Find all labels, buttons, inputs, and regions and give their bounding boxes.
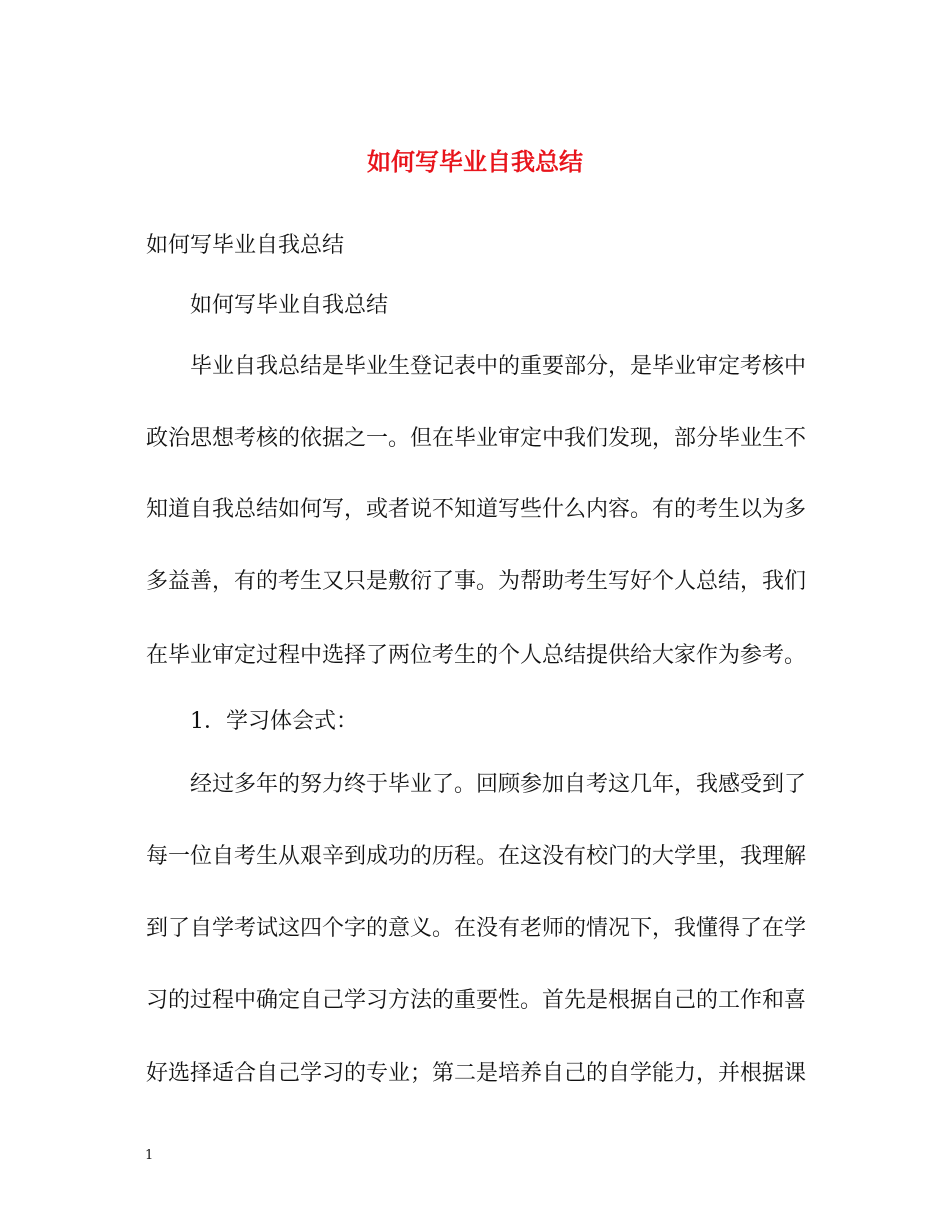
paragraph-line: 毕业自我总结是毕业生登记表中的重要部分，是毕业审定考核中	[190, 354, 807, 379]
paragraph-line: 每一位自考生从艰辛到成功的历程。在这没有校门的大学里，我理解	[146, 844, 807, 869]
page-number: 1	[145, 1148, 154, 1163]
paragraph-line: 知道自我总结如何写，或者说不知道写些什么内容。有的考生以为多	[146, 497, 807, 522]
paragraph-line: 经过多年的努力终于毕业了。回顾参加自考这几年，我感受到了	[190, 772, 807, 797]
paragraph-line: 习的过程中确定自己学习方法的重要性。首先是根据自己的工作和喜	[146, 988, 807, 1013]
document-title: 如何写毕业自我总结	[367, 147, 583, 176]
document-heading: 如何写毕业自我总结	[146, 233, 345, 258]
paragraph-line: 到了自学考试这四个字的意义。在没有老师的情况下，我懂得了在学	[146, 916, 807, 941]
document-subheading: 如何写毕业自我总结	[190, 293, 389, 318]
section-label: 1．学习体会式：	[190, 709, 358, 734]
paragraph-line: 政治思想考核的依据之一。但在毕业审定中我们发现，部分毕业生不	[146, 426, 807, 451]
paragraph-line: 多益善，有的考生又只是敷衍了事。为帮助考生写好个人总结，我们	[146, 569, 807, 594]
paragraph-line: 在毕业审定过程中选择了两位考生的个人总结提供给大家作为参考。	[146, 643, 807, 668]
paragraph-line: 好选择适合自己学习的专业；第二是培养自己的自学能力，并根据课	[146, 1061, 807, 1086]
